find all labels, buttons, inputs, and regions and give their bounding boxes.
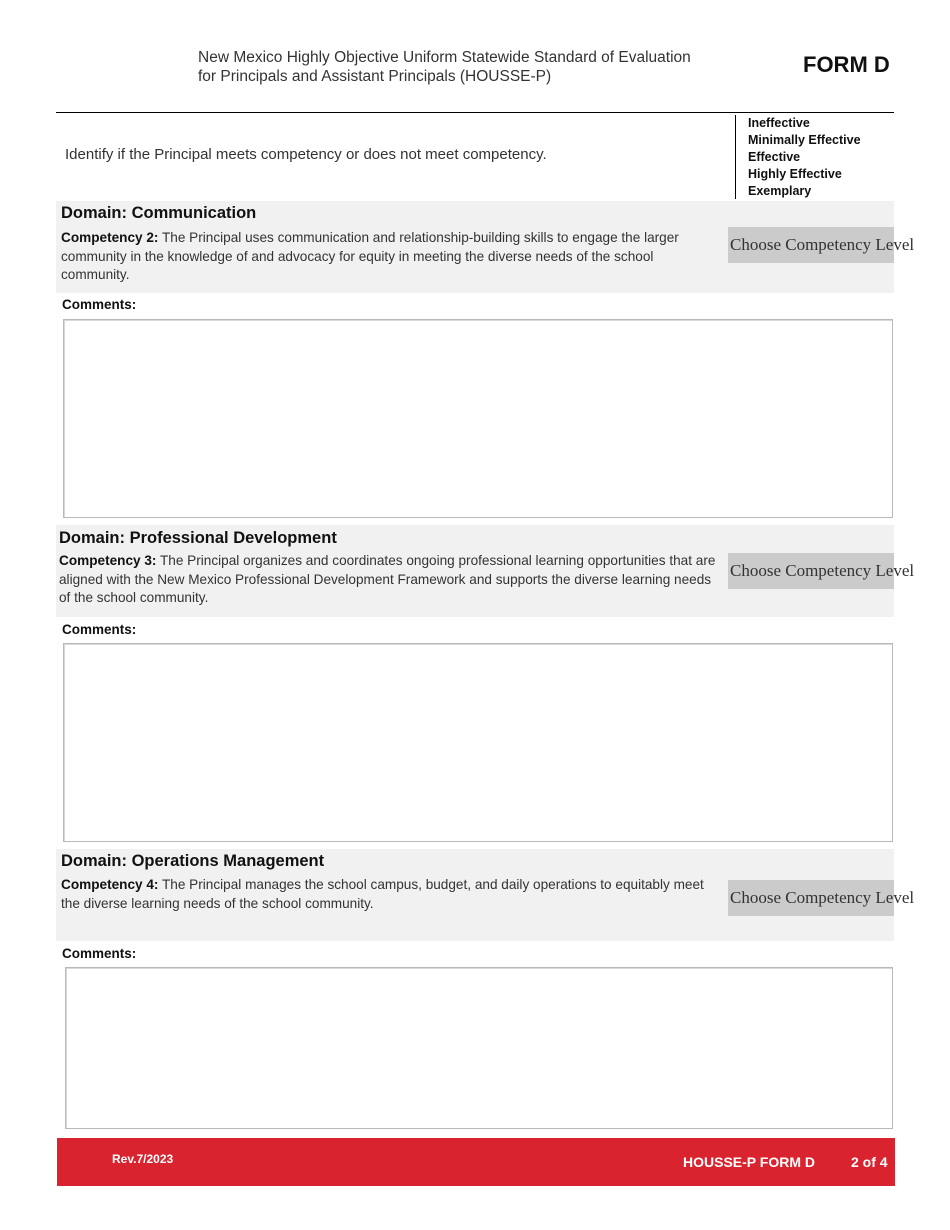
competency-level-dropdown[interactable]: Choose Competency Level <box>728 880 894 916</box>
footer-form-name: HOUSSE-P FORM D <box>683 1154 815 1170</box>
competency-description <box>59 552 724 608</box>
comments-label: Comments: <box>62 297 137 312</box>
header-title-line-1: New Mexico Highly Objective Uniform Statewide Standard of Evaluation <box>198 49 691 66</box>
competency-level-dropdown[interactable]: Choose Competency Level <box>728 227 894 263</box>
competency-label: Competency 4: <box>61 877 159 892</box>
domain-title: Domain: Operations Management <box>61 852 325 870</box>
comments-label: Comments: <box>62 946 137 961</box>
competency-description <box>61 876 721 913</box>
header-title-line-2: for Principals and Assistant Principals (HOUSSE-P) <box>198 68 552 85</box>
legend-item: Highly Effective <box>748 167 842 181</box>
page-number: 2 of 4 <box>851 1154 888 1170</box>
domain-title: Domain: Professional Development <box>59 529 337 547</box>
legend-item: Exemplary <box>748 184 812 198</box>
revision-label: Rev.7/2023 <box>112 1152 174 1166</box>
domain-section-professional-development <box>56 525 915 617</box>
instruction-text: Identify if the Principal meets competency or does not meet competency. <box>65 146 547 163</box>
domain-section-communication <box>56 201 915 293</box>
domain-section-operations-management <box>56 849 915 941</box>
competency-label: Competency 2: <box>61 230 159 245</box>
competency-text: The Principal uses communication and relationship-building skills to engage the larger community in the knowledge of and advocacy for equity in meeting the diverse needs of the school community. <box>61 230 679 282</box>
form-label: FORM D <box>803 52 890 77</box>
competency-level-dropdown[interactable]: Choose Competency Level <box>728 553 894 589</box>
legend-item: Minimally Effective <box>748 133 861 147</box>
competency-description <box>61 229 721 285</box>
comments-textarea[interactable] <box>65 967 893 1129</box>
legend-item: Effective <box>748 150 801 164</box>
competency-level-legend <box>735 115 861 199</box>
comments-textarea[interactable] <box>63 643 893 842</box>
comments-label: Comments: <box>62 622 137 637</box>
footer-bar <box>57 1138 895 1186</box>
competency-text: The Principal manages the school campus, budget, and daily operations to equitably meet the diverse learning needs of the school community. <box>61 877 704 911</box>
competency-text: The Principal organizes and coordinates ongoing professional learning opportunities that are aligned with the New Mexico Professional Development Framework and supports the diverse learning needs of the school community. <box>59 553 716 605</box>
competency-label: Competency 3: <box>59 553 157 568</box>
domain-title: Domain: Communication <box>61 204 257 222</box>
header-divider <box>56 112 894 113</box>
legend-item: Ineffective <box>748 116 810 130</box>
comments-textarea[interactable] <box>63 319 893 518</box>
